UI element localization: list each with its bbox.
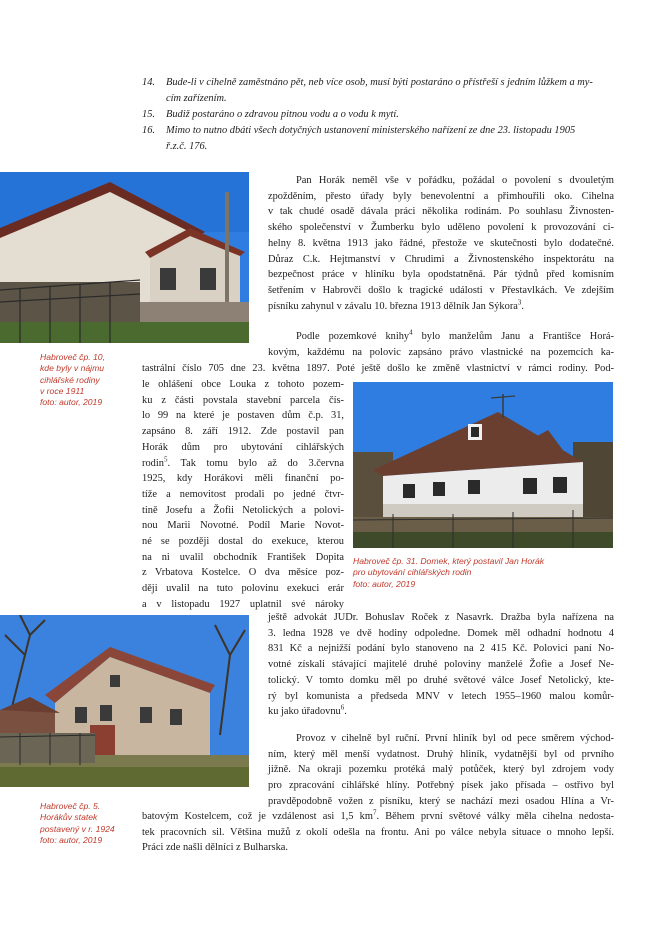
regulation-list [142,75,622,155]
text-line: 831 Kč a nejnižší podání bylo stanoveno na 2 415 Kč. Polovici paní No- [268,643,614,655]
text-fragment: . Tak tomu bylo až do 3.června [167,457,344,469]
paragraph-2-top [268,329,614,360]
text-line [142,809,614,825]
text-line: kovým, každému na polovic zapsáno právo vlastnické na pozemcích ka- [268,346,614,358]
caption-line: Habroveč čp. 5. [40,801,101,811]
text-line: zapsáno 8. září 1912. Zde postavil pan [142,426,344,438]
text-line: šetřením v Habrovči došlo k tragické události v Přestavlkách. Ve zdejším [268,284,614,296]
text-line: Práci zde našli dělníci z Bulharska. [142,842,288,854]
text-line: bezpečnost práce v hliníku byla opodstatněná. Pár týdnů před komisním [268,269,614,281]
text-fragment: . [521,300,525,312]
text-fragment: Podle pozemkové knihy [296,331,410,342]
text-fragment: . Během první světové války měla cihelna nedosta- [376,811,614,822]
list-text-line: Mimo to nutno dbáti všech dotyčných ustanovení ministerského nařízení ze dne 23. listopadu 1905 [166,125,576,136]
text-line: helny 8. května 1913 jako řádné, přestože ve skutečnosti bylo dodatečné. [268,237,614,249]
caption-line: foto: autor, 2019 [40,834,103,845]
caption-line: kde byly v nájmu [40,363,105,374]
text-line: zpožděním, přesto úřady byly benevolentní a přimhouřili oko. Cihelna [268,190,614,202]
text-line: pro zpracování cihlářské hlíny. Potřebný písek jako přísada – ostřivo byl [268,780,614,792]
text-line: le ohlášení obce Louka z tohoto pozem- [142,379,344,390]
text-line [142,456,344,472]
text-fragment: písníku zahynul v závalu 10. března 1913 dělník Jan Sýkora [268,300,518,312]
list-text-line: cím zařízením. [166,93,227,104]
text-line: tolický. V tomto domku měl po druhé světové válce Josef Netolický, kte- [268,674,614,686]
footnote-ref: 5 [163,455,168,464]
footnote-ref: 3 [517,298,522,307]
paragraph-3-wide [142,809,614,856]
text-line: Provoz v cihelně byl ruční. První hliník byl od pece směrem východ- [296,733,614,744]
footnote-ref: 6 [340,703,345,712]
list-number: 15. [142,109,155,120]
text-fragment: ku jako úřadovnu [268,706,341,718]
caption-line: v roce 1911 [40,385,85,396]
text-fragment: batovým Kostelcem, což je vzdálenost asi 1,5 km [142,811,373,822]
text-line: Důraz C.k. Hejtmanství v Chrudimi a Živnostenského inspektorátu na [268,253,614,265]
caption-line: cihlářské rodiny [40,374,100,385]
list-number: 16. [142,125,155,136]
text-fragment: bylo manželům Janu a Františce Horá- [412,331,614,342]
text-line: 1925, kdy Horákovi měli finanční po- [142,473,344,485]
text-line: ku z části povstala stavební parcela čís- [142,394,344,406]
text-line: tině Josefu a Žofii Netolických a polovi- [142,504,344,516]
text-line [268,299,614,315]
text-line: ského společenství v Žumberku bylo uděleno povolení k provozování ci- [268,222,614,234]
text-line: jižně. Na okraji pozemku protéká malý potůček, který byl zdrojem vody [268,764,614,776]
photo-house-cp10 [0,172,249,343]
caption-line: Horákův statek [40,812,98,823]
text-line: tek pracovních sil. Většina mužů z okolí odešla na frontu. Ani po válce nebyla situace o mnoho lepší. [142,826,614,838]
caption-line: foto: autor, 2019 [40,397,103,408]
paragraph-3 [268,731,614,810]
text-line [268,704,614,720]
text-line: 3. ledna 1928 ve dvě hodiny odpoledne. Domek měl odhadní hodnotu 4 [268,627,614,639]
list-text-line: Bude-li v cihelně zaměstnáno pět, neb více osob, musí býti postaráno o přístřeší s jedním lůžkem a my- [166,77,593,88]
paragraph-2-wide [142,361,614,377]
caption-photo-cp5 [40,801,115,846]
list-number: 14. [142,77,155,88]
text-fragment: rodin [142,457,164,469]
text-line: pravděpodobně vožen z písníku, který se nachází mezi osadou Hlína a Vr- [268,795,614,807]
text-line: v tak chudé osadě dávala práci několika rodinám. Po souhlasu Živnosten- [268,206,614,218]
text-line: a v listopadu 1927 uplatnil své nároky [142,598,344,610]
text-line: Horák dům pro ubytování cihlářských [142,441,344,453]
text-line: ještě advokát JUDr. Bohuslav Roček z Nasavrk. Dražba byla nařízena na [268,612,614,623]
paragraph-1 [268,173,614,314]
text-line: ním, který měl menší vydatnost. Druhý hliník, vydatnější byl od prvního [268,748,614,760]
caption-photo-cp31 [353,556,544,590]
text-line: na ni uvalil obchodník František Dopita [142,551,344,563]
caption-line: foto: autor, 2019 [353,578,416,589]
paragraph-2-column [142,377,344,613]
text-line: né se později dostal do exekuce, kterou [142,536,344,548]
text-line: nou Marii Novotné. Podíl Marie Novot- [142,520,344,532]
caption-photo-cp10 [40,352,105,408]
text-line [268,329,614,345]
photo-farmstead-cp5 [0,615,249,787]
text-line: tastrální číslo 705 dne 23. května 1897. Poté ještě došlo ke změně vlastnictví v rámci rodiny. Pod- [142,363,614,374]
text-line: z Vrbatova Kostelce. O dva měsíce poz- [142,567,344,579]
text-line: tíže a nemovitost prodali po jedné čtvr- [142,488,344,500]
caption-line: Habroveč čp. 10, [40,352,105,362]
caption-line: postavený v r. 1924 [40,823,115,834]
caption-line: pro ubytování cihlářských rodin [353,567,472,578]
list-item-15 [142,107,622,123]
text-line: votné získali stávající majitelé druhé poloviny manželé Žofie a Josef Ne- [268,659,614,671]
photo-house-cp31 [353,382,613,548]
list-item-16 [142,123,622,155]
list-text-line: Budiž postaráno o zdravou pitnou vodu a o vodu k mytí. [166,109,399,120]
text-line: Pan Horák neměl vše v pořádku, požádal o povolení s dvouletým [296,175,614,186]
caption-line: Habroveč čp. 31. Domek, který postavil Jan Horák [353,556,545,566]
list-item-14 [142,75,622,107]
text-line: lo 99 na které je postaven dům č.p. 31, [142,410,344,422]
text-line: ději uvalil na tuto polovinu exekuci erár [142,583,344,595]
list-text-line: ř.z.č. 176. [166,141,208,152]
footnote-ref: 4 [409,328,413,337]
paragraph-2-right [268,610,614,720]
text-fragment: . [344,706,347,718]
footnote-ref: 7 [372,808,377,817]
text-line: rý byl komunista a předseda MNV v letech 1955–1960 malou komůr- [268,690,614,702]
